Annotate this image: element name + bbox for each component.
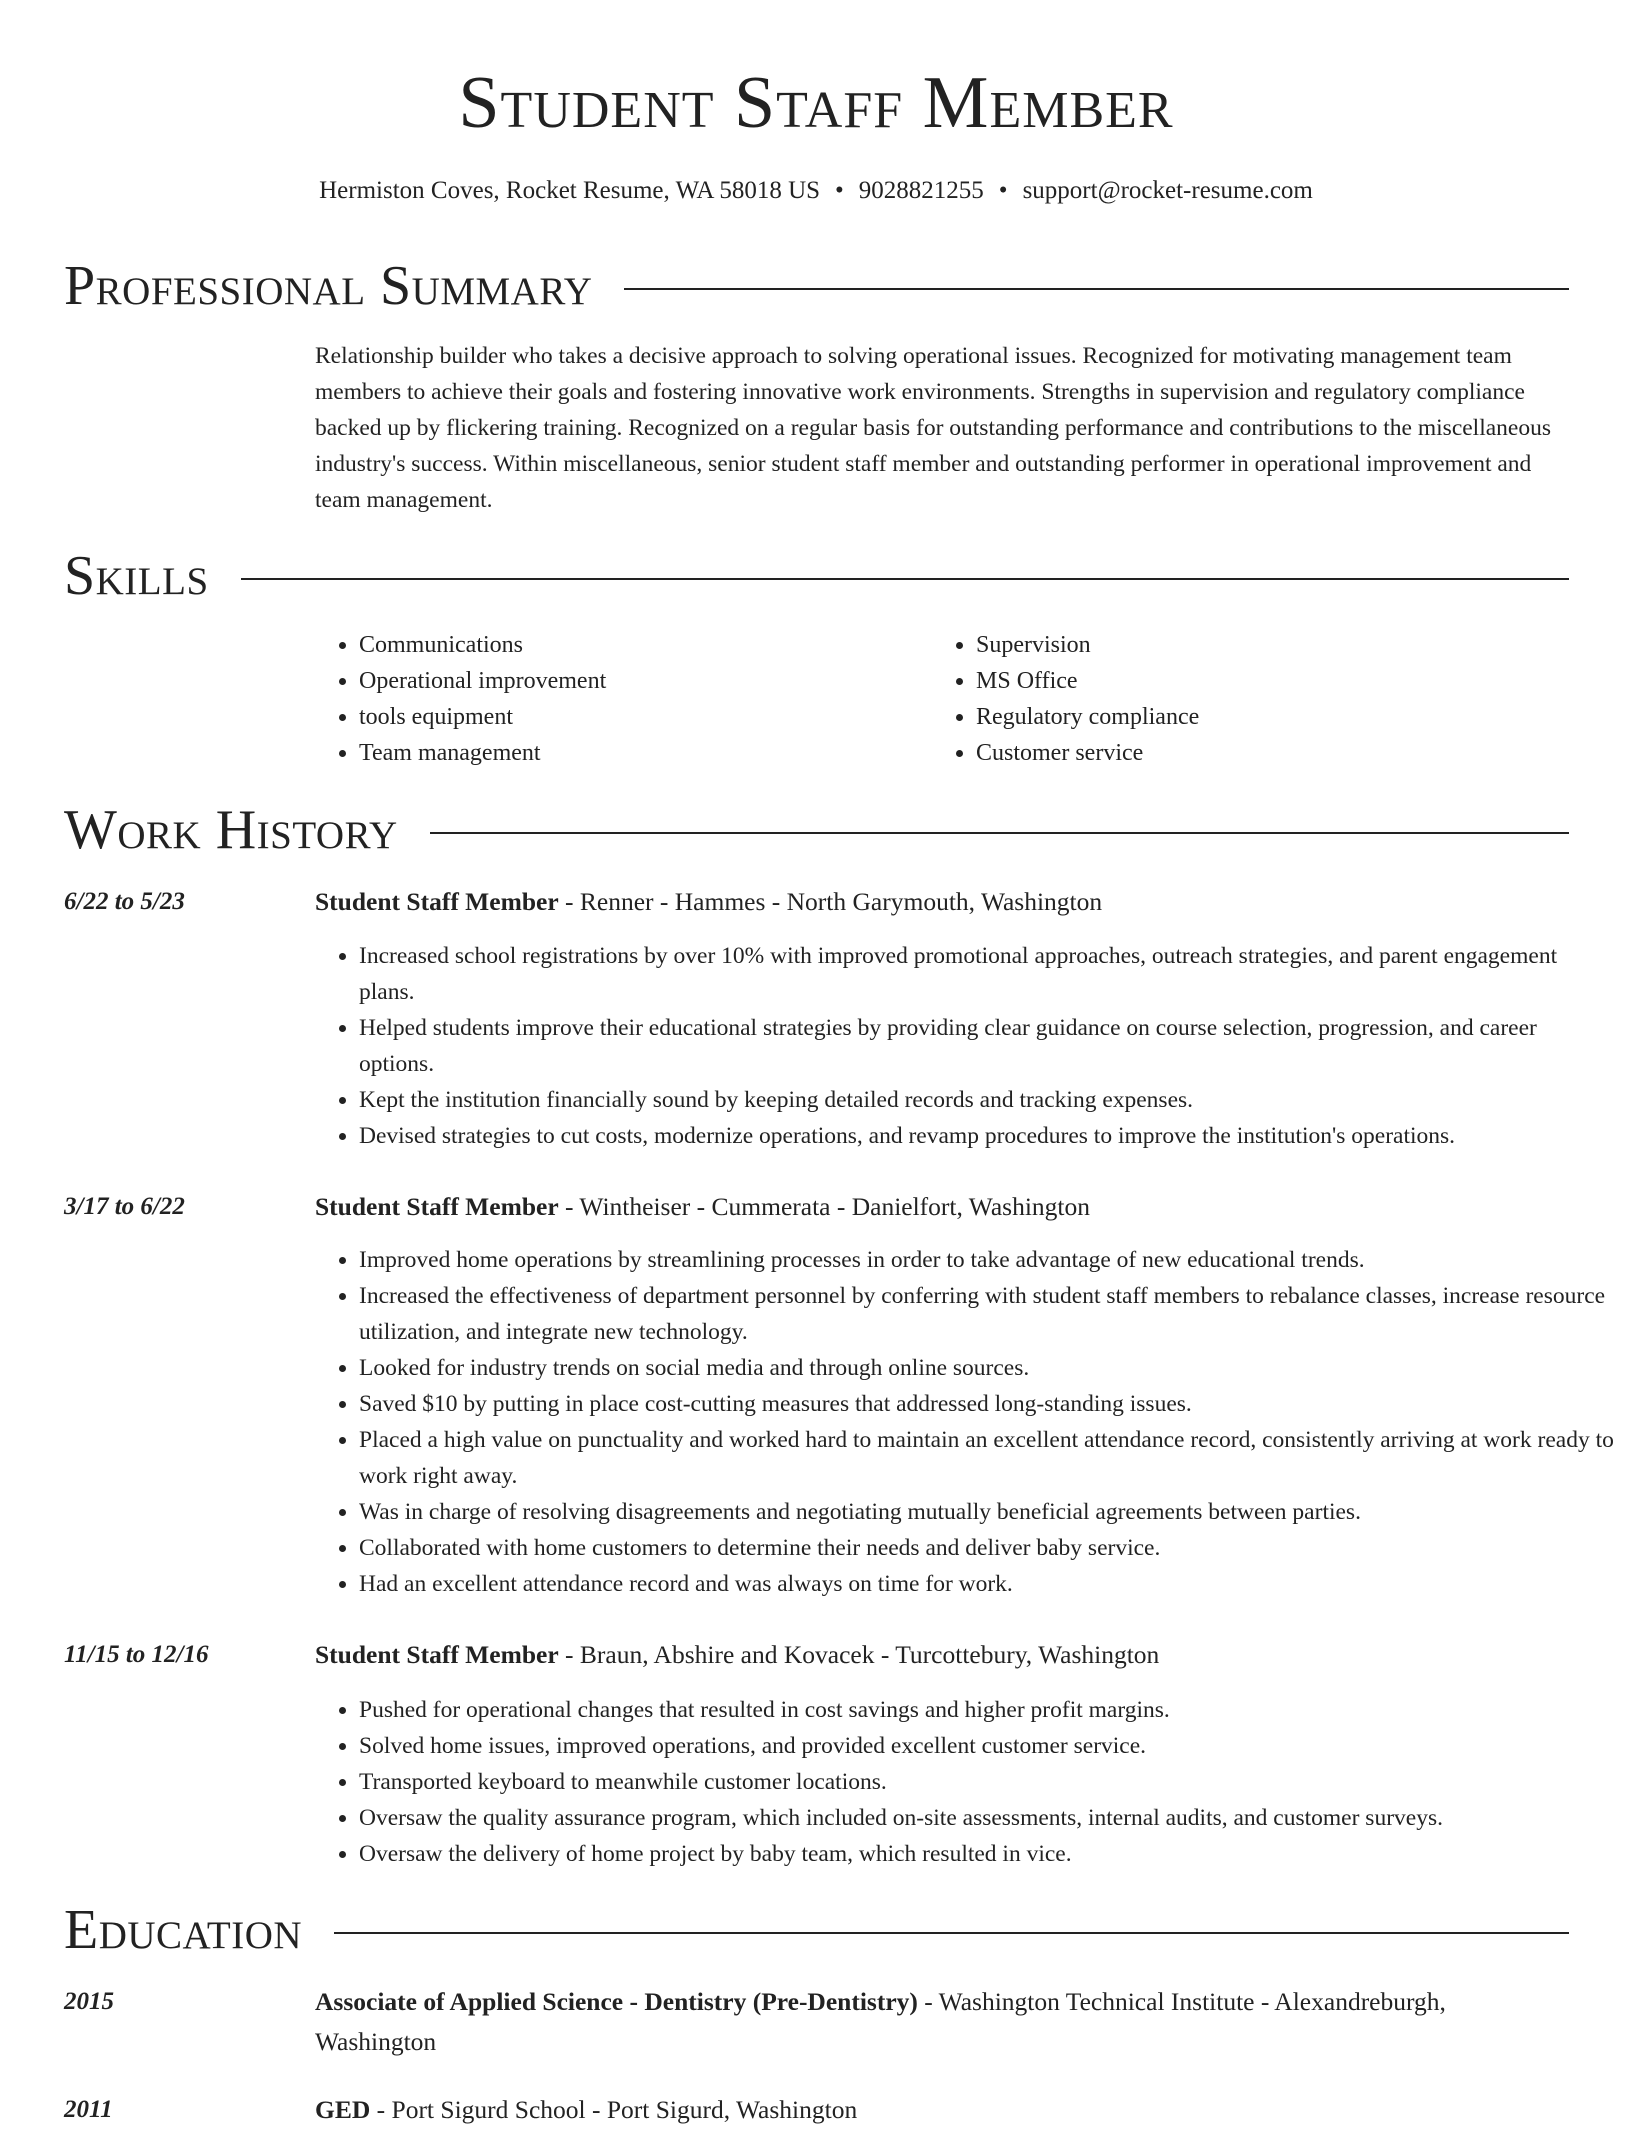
job-employer-location: - Wintheiser - Cummerata - Danielfort, Washington	[558, 1192, 1090, 1221]
summary-text: Relationship builder who takes a decisive approach to solving operational issues. Recognized for motivating management team members to achieve their goals and fostering innovative work environments. Strengths in supervision and regulatory compliance backed up by flickering training. Recognized on a regular basis for outstanding performance and contributions to the miscellaneous industry's success. Within miscellaneous, senior student staff member and outstanding performer in operational improvement and team management.	[315, 343, 1551, 513]
job-bullet: • Kept the institution financially sound by keeping detailed records and tracking expenses.	[359, 1082, 1614, 1118]
job-bullets	[315, 938, 1614, 1154]
job-bullet: • Increased school registrations by over 10% with improved promotional approaches, outreach strategies, and parent engagement plans.	[359, 938, 1614, 1010]
skill-item: • Communications	[359, 627, 606, 663]
job-bullet: • Solved home issues, improved operations, and provided excellent customer service.	[359, 1728, 1614, 1764]
summary-heading: Professional Summary	[64, 255, 593, 317]
separator-dot: •	[835, 177, 844, 204]
skill-item: • MS Office	[976, 663, 1199, 699]
job-bullets	[315, 1692, 1614, 1872]
candidate-name: Student Staff Member	[458, 62, 1174, 144]
job-bullets	[315, 1242, 1614, 1602]
job-title: Student Staff Member	[315, 1192, 559, 1221]
section-divider	[430, 832, 1569, 834]
education-year: 2015	[64, 1988, 114, 2015]
job-heading	[315, 884, 1570, 920]
job-bullet: • Pushed for operational changes that resulted in cost savings and higher profit margins.	[359, 1692, 1614, 1728]
education-school-location: - Port Sigurd School - Port Sigurd, Washington	[370, 2095, 858, 2124]
job-employer-location: - Renner - Hammes - North Garymouth, Washington	[558, 887, 1103, 916]
contact-line	[0, 174, 1632, 208]
skill-item: • tools equipment	[359, 699, 606, 735]
work-section-header	[64, 798, 1569, 862]
education-school-location: - Washington Technical Institute - Alexandreburgh, Washington	[315, 1987, 1446, 2056]
job-dates: 11/15 to 12/16	[64, 1641, 209, 1668]
job-heading	[315, 1189, 1570, 1225]
section-divider	[624, 288, 1569, 290]
education-heading: Education	[64, 1899, 303, 1961]
education-entry	[315, 1982, 1570, 2062]
skill-item: • Operational improvement	[359, 663, 606, 699]
phone: 9028821255	[858, 177, 984, 204]
job-bullet: • Had an excellent attendance record and was always on time for work.	[359, 1566, 1614, 1602]
summary-section-header	[64, 254, 1569, 318]
job-bullet: • Transported keyboard to meanwhile customer locations.	[359, 1764, 1614, 1800]
job-bullet: • Placed a high value on punctuality and worked hard to maintain an excellent attendance record, consistently arriving at work ready to work right away.	[359, 1422, 1614, 1494]
work-heading: Work History	[64, 799, 398, 861]
section-divider	[334, 1932, 1569, 1934]
education-degree: GED	[315, 2095, 371, 2124]
job-bullet: • Oversaw the delivery of home project by baby team, which resulted in vice.	[359, 1836, 1614, 1872]
job-bullet: • Helped students improve their educational strategies by providing clear guidance on course selection, progression, and career options.	[359, 1010, 1614, 1082]
email-link[interactable]: support@rocket-resume.com	[1022, 177, 1313, 204]
job-bullet: • Increased the effectiveness of department personnel by conferring with student staff members to rebalance classes, increase resource utilization, and integrate new technology.	[359, 1278, 1614, 1350]
job-heading	[315, 1637, 1570, 1673]
skills-list-right	[932, 627, 1199, 771]
job-bullet: • Looked for industry trends on social media and through online sources.	[359, 1350, 1614, 1386]
job-bullet: • Collaborated with home customers to determine their needs and deliver baby service.	[359, 1530, 1614, 1566]
job-bullet: • Saved $10 by putting in place cost-cutting measures that addressed long-standing issues.	[359, 1386, 1614, 1422]
skills-section-header	[64, 544, 1569, 608]
job-employer-location: - Braun, Abshire and Kovacek - Turcottebury, Washington	[558, 1640, 1160, 1669]
job-dates: 3/17 to 6/22	[64, 1193, 185, 1220]
skill-item: • Customer service	[976, 735, 1199, 771]
job-bullet: • Improved home operations by streamlining processes in order to take advantage of new educational trends.	[359, 1242, 1614, 1278]
job-bullet: • Oversaw the quality assurance program, which included on-site assessments, internal audits, and customer surveys.	[359, 1800, 1614, 1836]
skills-heading: Skills	[64, 545, 209, 607]
education-year: 2011	[64, 2096, 113, 2123]
skill-item: • Regulatory compliance	[976, 699, 1199, 735]
job-bullet: • Was in charge of resolving disagreements and negotiating mutually beneficial agreements between parties.	[359, 1494, 1614, 1530]
skill-item: • Supervision	[976, 627, 1199, 663]
separator-dot: •	[998, 177, 1008, 204]
job-title: Student Staff Member	[315, 887, 559, 916]
job-bullet: • Devised strategies to cut costs, modernize operations, and revamp procedures to improve the institution's operations.	[359, 1118, 1614, 1154]
address: Hermiston Coves, Rocket Resume, WA 58018 US	[319, 177, 821, 204]
section-divider	[241, 578, 1569, 580]
education-entry	[315, 2090, 1570, 2130]
education-section-header	[64, 1898, 1569, 1962]
job-title: Student Staff Member	[315, 1640, 559, 1669]
skill-item: • Team management	[359, 735, 606, 771]
job-dates: 6/22 to 5/23	[64, 888, 185, 915]
skills-list-left	[315, 627, 606, 771]
education-degree: Associate of Applied Science - Dentistry (Pre-Dentistry)	[315, 1987, 918, 2016]
